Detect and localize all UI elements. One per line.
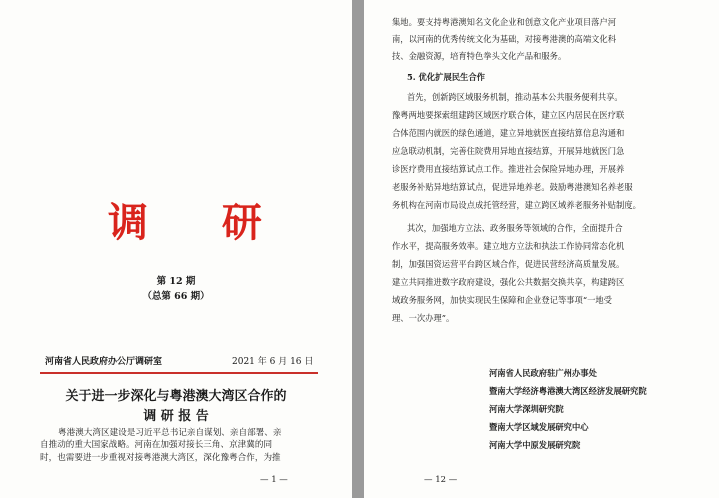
signatory: 河南大学深圳研究院	[489, 404, 564, 414]
body-line: 豫粤两地要探索组建跨区域医疗联合体，建立区内居民在医疗联	[392, 110, 625, 120]
signatory: 暨南大学区域发展研究中心	[489, 422, 589, 432]
red-rule-divider	[40, 372, 318, 374]
report-title-line1: 关于进一步深化与粤港澳大湾区合作的	[65, 389, 287, 404]
body-line: 作水平，提高服务效率。建立地方立法和执法工作协同常态化机	[392, 241, 625, 251]
body-line: 自推动的重大国家战略。河南在加强对接长三角、京津冀的同	[40, 440, 273, 450]
body-line: 老服务补贴异地结算试点，促进异地养老。鼓励粤港澳知名养老服	[392, 182, 633, 192]
body-line: 理、一次办理”。	[392, 313, 455, 323]
body-line: 集地。要支持粤港澳知名文化企业和创意文化产业项目落户河	[392, 17, 617, 27]
body-line: 诊医疗费用直接结算试点工作。推进社会保险异地办理，开展养	[392, 164, 625, 174]
body-line: 时，也需要进一步重视对接粤港澳大湾区，深化豫粤合作，为推	[40, 453, 281, 463]
body-line: 制，加强国资运营平台跨区域合作，促进民营经济高质量发展。	[392, 259, 625, 269]
right-page	[364, 0, 719, 498]
body-line: 首先，创新跨区域服务机制，推动基本公共服务便利共享。	[407, 92, 623, 102]
body-line: 南，以河南的优秀传统文化为基础，对接粤港澳的高端文化科	[392, 34, 617, 44]
issue-total: （总第 66 期）	[142, 291, 210, 302]
body-line: 建立共同推进数字政府建设，强化公共数据交换共享，构建跨区	[392, 277, 625, 287]
body-line: 技、金融资源，培育特色拳头文化产品和服务。	[392, 51, 567, 61]
body-line: 域政务服务网，加快实现民生保障和企业登记等事项“一地受	[392, 295, 612, 305]
signatory: 河南省人民政府驻广州办事处	[489, 368, 597, 378]
issuing-office: 河南省人民政府办公厅调研室	[45, 357, 163, 367]
masthead-title: 调 研	[108, 199, 292, 246]
body-line: 合体范围内就医的绿色通道，建立异地就医直接结算信息沟通和	[392, 128, 625, 138]
body-line: 应急联动机制，完善住院费用异地直接结算，开展异地就医门急	[392, 146, 625, 156]
page-number: — 1 —	[260, 475, 288, 485]
report-title-line2: 调 研 报 告	[143, 409, 209, 424]
body-line: 粤港澳大湾区建设是习近平总书记亲自谋划、亲自部署、亲	[58, 428, 282, 438]
page-number: — 12 —	[424, 475, 458, 485]
issue-number: 第 12 期	[156, 276, 196, 287]
section-heading: 5. 优化扩展民生合作	[407, 72, 485, 82]
body-line: 务机构在河南市局设点成托管经营，建立跨区域养老服务补贴制度。	[392, 200, 641, 210]
body-line: 其次，加强地方立法、政务服务等领域的合作，全面提升合	[407, 223, 623, 233]
issue-date: 2021 年 6 月 16 日	[232, 357, 314, 367]
left-page	[0, 0, 352, 498]
signatory: 河南大学中原发展研究院	[489, 440, 581, 450]
signatory: 暨南大学经济粤港澳大湾区经济发展研究院	[489, 386, 647, 396]
